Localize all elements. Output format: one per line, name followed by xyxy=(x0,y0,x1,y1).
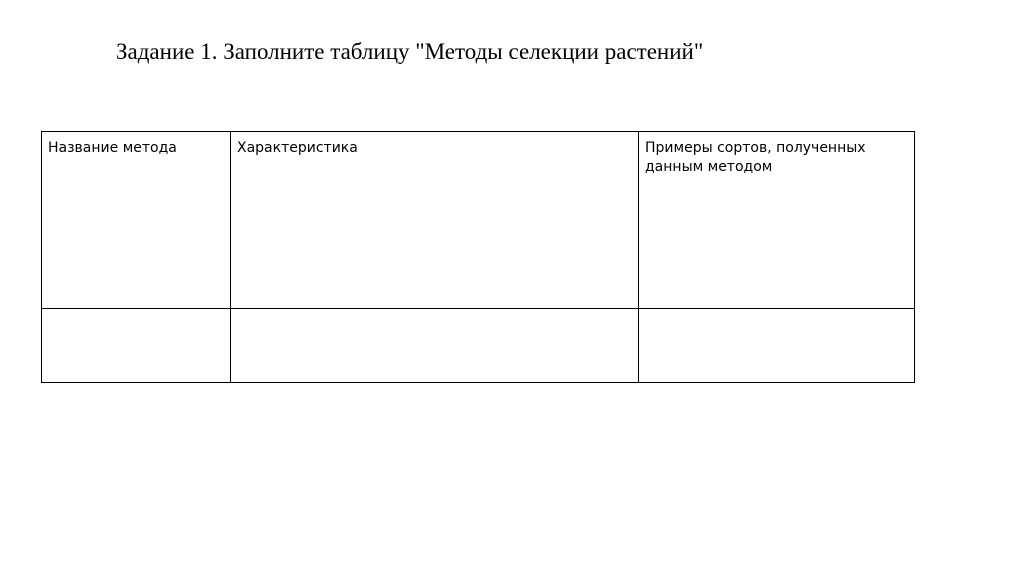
table-row xyxy=(42,309,915,383)
table-header-row xyxy=(42,132,915,309)
header-variety-examples: Примеры сортов, полученных данным методом xyxy=(639,132,915,309)
cell-characteristic[interactable] xyxy=(231,309,639,383)
cell-method-name[interactable] xyxy=(42,309,231,383)
slide-title: Задание 1. Заполните таблицу "Методы селекции растений" xyxy=(116,39,704,64)
header-method-name: Название метода xyxy=(42,132,231,309)
breeding-methods-table xyxy=(41,131,915,383)
header-characteristic: Характеристика xyxy=(231,132,639,309)
cell-variety-examples[interactable] xyxy=(639,309,915,383)
